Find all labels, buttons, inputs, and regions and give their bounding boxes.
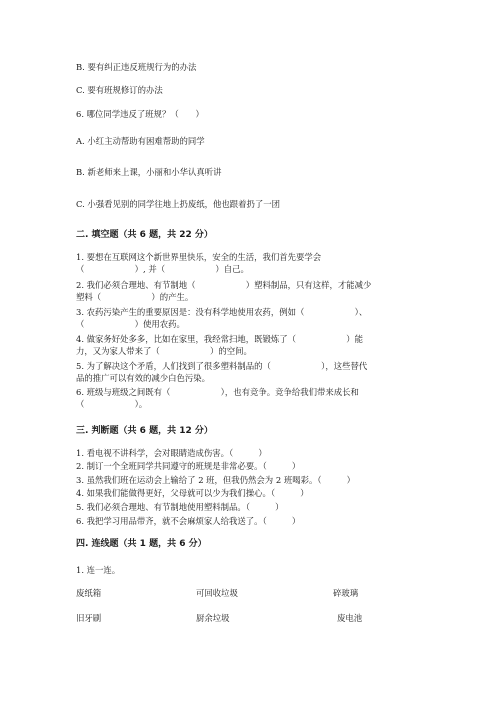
- matching-question: 1. 连一连。: [76, 565, 121, 575]
- fill-line: 力，又为家人带来了（ ）的空间。: [76, 346, 252, 356]
- fill-line: 2. 我们必须合理地、有节制地（ ）塑料制品，只有这样，才能减少: [76, 280, 372, 290]
- section3-heading: 三. 判断题（共 6 题，共 12 分）: [76, 426, 213, 436]
- judge-line: 4. 如果我们能做得更好，父母就可以少为我们操心。（ ）: [76, 488, 309, 498]
- matching-item: 厨余垃圾: [196, 613, 230, 623]
- judge-line: 6. 我把学习用品带齐，就不会麻烦家人给我送了。（ ）: [76, 516, 301, 526]
- q6-stem: 6. 哪位同学违反了班规？（ ）: [76, 109, 204, 119]
- matching-item: 碎玻璃: [333, 588, 359, 598]
- q5-option-c: C. 要有班规修订的办法: [76, 85, 163, 95]
- fill-line: 5. 为了解决这个矛盾，人们找到了很多塑料制品的（ ），这些替代: [76, 361, 368, 371]
- judge-line: 5. 我们必须合理地、有节制地使用塑料制品。（ ）: [76, 502, 284, 512]
- fill-line: （ ）, 并（ ）自己。: [76, 264, 249, 274]
- matching-item: 可回收垃圾: [196, 588, 238, 598]
- fill-line: 塑料（ ）的产生。: [76, 292, 194, 302]
- fill-line: 6. 班级与班级之间既有（ ），也有竞争。竞争给我们带来成长和: [76, 387, 359, 397]
- q6-option-b: B. 新老师来上课，小丽和小华认真听讲: [76, 167, 222, 177]
- fill-line: 1. 要想在互联网这个新世界里快乐，安全的生活，我们首先要学会: [76, 252, 322, 262]
- fill-line: （ ）使用农药。: [76, 319, 185, 329]
- fill-line: （ ）。: [76, 399, 148, 409]
- q5-option-b: B. 要有纠正违反班规行为的办法: [76, 62, 197, 72]
- q6-option-c: C. 小强看见别的同学往地上扔废纸，他也跟着扔了一团: [76, 199, 281, 209]
- judge-line: 1. 看电视不讲科学，会对眼睛造成伤害。（ ）: [76, 448, 267, 458]
- section4-heading: 四. 连线题（共 1 题，共 6 分）: [76, 539, 207, 549]
- q6-option-a: A. 小红主动帮助有困难帮助的同学: [76, 136, 205, 146]
- judge-line: 3. 虽然我们班在运动会上输给了 2 班，但我仍然会为 2 班喝彩。（ ）: [76, 475, 356, 485]
- fill-line: 4. 做家务好处多多，比如在家里，我经常扫地，既锻炼了（ ）能: [76, 334, 364, 344]
- section2-heading: 二. 填空题（共 6 题，共 22 分）: [76, 230, 213, 240]
- fill-line: 3. 农药污染产生的重要原因是：没有科学地使用农药，例如（ ）、: [76, 307, 368, 317]
- fill-line: 品的推广可以有效的减少白色污染。: [76, 373, 210, 383]
- judge-line: 2. 制订一个全班同学共同遵守的班规是非常必要。（ ）: [76, 461, 301, 471]
- matching-item: 旧牙刷: [76, 613, 102, 623]
- matching-item: 废纸箱: [76, 588, 102, 598]
- matching-item: 废电池: [337, 613, 363, 623]
